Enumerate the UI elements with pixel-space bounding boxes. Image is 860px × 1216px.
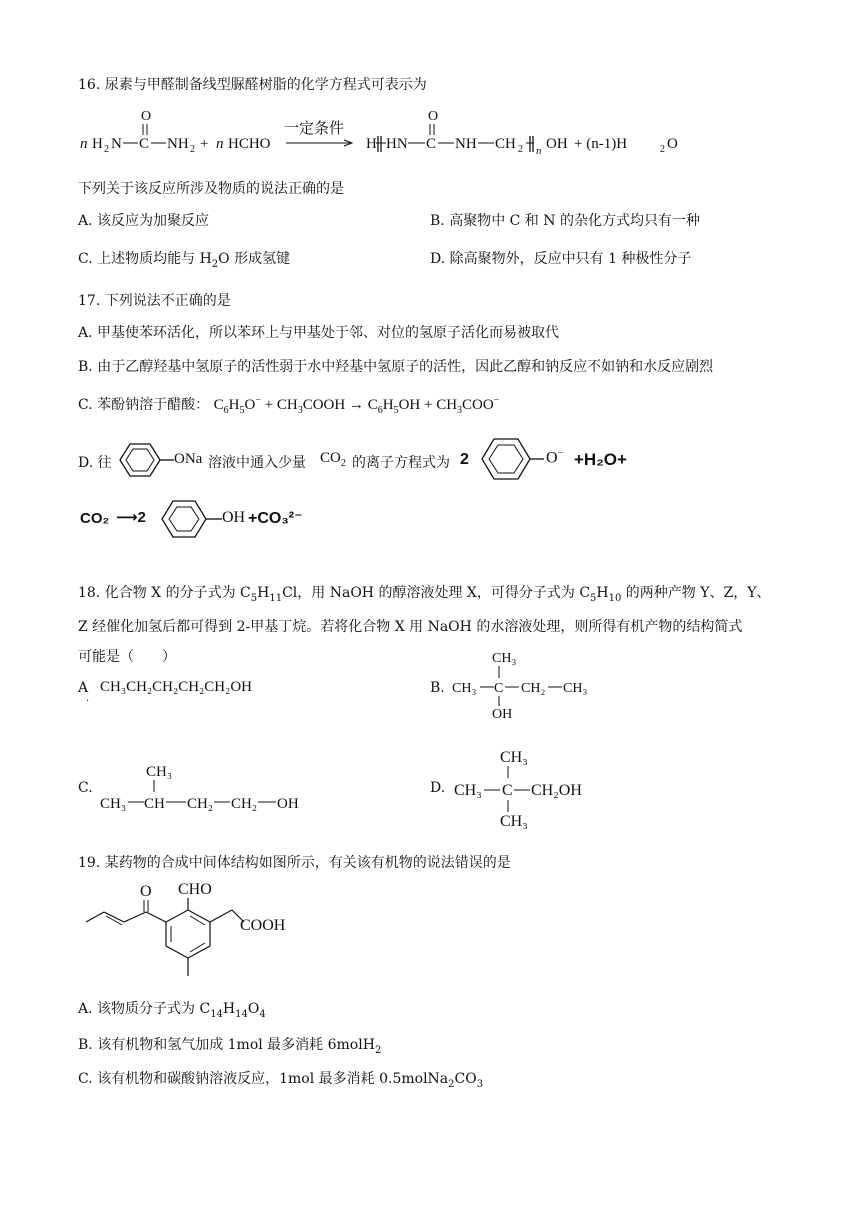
q19-option-b[interactable]: B. 该有机物和氢气加成 1mol 最多消耗 6molH$_2$ bbox=[78, 1037, 382, 1056]
svg-text:O: O bbox=[141, 109, 152, 124]
svg-text:O: O bbox=[140, 883, 152, 900]
svg-text:CH₂: CH₂ bbox=[521, 681, 546, 696]
q16-option-c[interactable]: C. 上述物质均能与 $H_2O$ 形成氢键 bbox=[78, 251, 291, 270]
svg-text:H: H bbox=[366, 136, 377, 152]
q18-line2: Z 经催化加氢后都可得到 2-甲基丁烷。若将化合物 X 用 NaOH 的水溶液处理，则所得有机产物的结构简式 bbox=[78, 619, 743, 635]
q17-d-arrow: ⟶2 bbox=[116, 509, 146, 526]
q16-equation bbox=[78, 106, 698, 162]
q19-option-a[interactable]: A. 该物质分子式为 $C_{14}H_{14}O_4$ bbox=[78, 1001, 266, 1020]
svg-text:CH₂: CH₂ bbox=[231, 796, 258, 812]
svg-text:CH₃: CH₃ bbox=[100, 796, 127, 812]
q17-d-oh: OH bbox=[222, 509, 246, 526]
svg-text:OH: OH bbox=[546, 136, 568, 152]
svg-text:O: O bbox=[667, 136, 678, 152]
q17-option-b[interactable]: B. 由于乙醇羟基中氢原子的活性弱于水中羟基中氢原子的活性，因此乙醇和钠反应不如钠和水反应剧烈 bbox=[78, 359, 714, 375]
svg-text:HN: HN bbox=[386, 136, 408, 152]
svg-text:n: n bbox=[216, 136, 224, 152]
svg-text:CH₃: CH₃ bbox=[454, 782, 482, 799]
eq-h: H bbox=[92, 136, 103, 152]
svg-text:2: 2 bbox=[104, 144, 109, 155]
svg-text:2: 2 bbox=[660, 144, 665, 155]
svg-text:CH₃: CH₃ bbox=[452, 681, 477, 696]
q18-c-structure bbox=[100, 756, 320, 816]
q17-d-coef: 2 bbox=[460, 451, 469, 468]
svg-text:CH₃: CH₃ bbox=[500, 749, 528, 766]
svg-text:N: N bbox=[111, 136, 122, 152]
svg-text:HCHO: HCHO bbox=[228, 136, 271, 152]
q18-d-structure bbox=[454, 744, 604, 830]
svg-text:C: C bbox=[502, 782, 513, 799]
svg-text:COOH: COOH bbox=[240, 917, 286, 934]
q16-stem: 16. 尿素与甲醛制备线型脲醛树脂的化学方程式可表示为 bbox=[78, 77, 427, 93]
q18-option-a-formula: CH₃CH₂CH₂CH₂CH₂OH bbox=[100, 679, 252, 695]
q18-option-d-label[interactable]: D. bbox=[430, 780, 446, 796]
svg-text:CH₃: CH₃ bbox=[500, 813, 528, 830]
svg-text:C: C bbox=[494, 681, 504, 696]
svg-text:O: O bbox=[428, 109, 439, 124]
svg-text:NH: NH bbox=[455, 136, 477, 152]
q17-option-c[interactable]: C. 苯酚钠溶于醋酸： $C_6H_5O^-$ + $CH_3COOH \to C_6H_5OH + CH_3COO^-$ bbox=[78, 395, 500, 416]
svg-text:C: C bbox=[139, 136, 150, 152]
q16-option-d[interactable]: D. 除高聚物外，反应中只有 1 种极性分子 bbox=[430, 251, 692, 267]
svg-text:CH: CH bbox=[495, 136, 516, 152]
phenyl-ring-icon bbox=[112, 440, 182, 480]
q17-d-co3: +CO₃²⁻ bbox=[248, 510, 303, 527]
svg-text:NH: NH bbox=[167, 136, 189, 152]
q17-d-co2: $CO_2$ bbox=[320, 450, 346, 469]
svg-text:CH₃: CH₃ bbox=[146, 764, 173, 780]
q19-structure bbox=[84, 876, 314, 986]
svg-text:CH₃: CH₃ bbox=[492, 651, 517, 666]
q17-d-co2-line2: CO₂ bbox=[80, 510, 110, 527]
q16-option-a[interactable]: A. 该反应为加聚反应 bbox=[78, 213, 210, 229]
q18-option-a-label[interactable]: A bbox=[78, 680, 89, 696]
q17-stem: 17. 下列说法不正确的是 bbox=[78, 293, 231, 309]
svg-text:OH: OH bbox=[492, 707, 513, 722]
q17-option-a[interactable]: A. 甲基使苯环活化，所以苯环上与甲基处于邻、对位的氢原子活化而易被取代 bbox=[78, 325, 560, 341]
q19-stem: 19. 某药物的合成中间体结构如图所示，有关该有机物的说法错误的是 bbox=[78, 855, 511, 871]
svg-text:CH₂OH: CH₂OH bbox=[531, 782, 582, 799]
q18-b-structure bbox=[452, 648, 602, 724]
q16-sub-stem: 下列关于该反应所涉及物质的说法正确的是 bbox=[78, 181, 344, 197]
eq-n1: n bbox=[80, 136, 88, 152]
svg-text:2: 2 bbox=[190, 144, 195, 155]
svg-text:CHO: CHO bbox=[178, 881, 212, 898]
svg-text:OH: OH bbox=[277, 796, 299, 812]
q17-d-mid: 溶液中通入少量 bbox=[208, 455, 306, 471]
svg-text:CH: CH bbox=[144, 796, 165, 812]
q16-option-b[interactable]: B. 高聚物中 C 和 N 的杂化方式均只有一种 bbox=[430, 213, 700, 229]
eq-condition: 一定条件 bbox=[284, 121, 345, 137]
q18-option-c-label[interactable]: C. bbox=[78, 780, 93, 796]
q19-option-c[interactable]: C. 该有机物和碳酸钠溶液反应，1mol 最多消耗 $0.5molNa_2CO_3$ bbox=[78, 1071, 484, 1090]
svg-text:CH₃: CH₃ bbox=[563, 681, 588, 696]
q17-d-post: 的离子方程式为 bbox=[352, 455, 450, 471]
svg-text:CH₂: CH₂ bbox=[187, 796, 214, 812]
svg-text:+: + bbox=[200, 136, 209, 152]
svg-text:+ (n-1)H: + (n-1)H bbox=[574, 136, 628, 152]
svg-text:C: C bbox=[426, 136, 437, 152]
ona-label: ONa bbox=[174, 451, 203, 467]
q18-line1: 18. 化合物 X 的分子式为 $C_5H_{11}Cl$，用 NaOH 的醇溶液处理 X，可得分子式为 $C_5H_{10}$ 的两种产物 Y、Z，Y、 bbox=[78, 585, 771, 604]
svg-text:n: n bbox=[536, 145, 542, 157]
q17-d-h2o: +H₂O+ bbox=[574, 450, 627, 469]
q18-option-b-label[interactable]: B. bbox=[430, 680, 445, 696]
q17-d-ominus: O− bbox=[546, 448, 564, 467]
q18-line3: 可能是（ ） bbox=[78, 649, 176, 665]
phenoxide-ring-icon bbox=[474, 434, 554, 484]
q17-option-d[interactable]: D. 往 bbox=[78, 455, 112, 471]
svg-text:2: 2 bbox=[518, 144, 523, 155]
dot-mark: · bbox=[86, 696, 90, 707]
